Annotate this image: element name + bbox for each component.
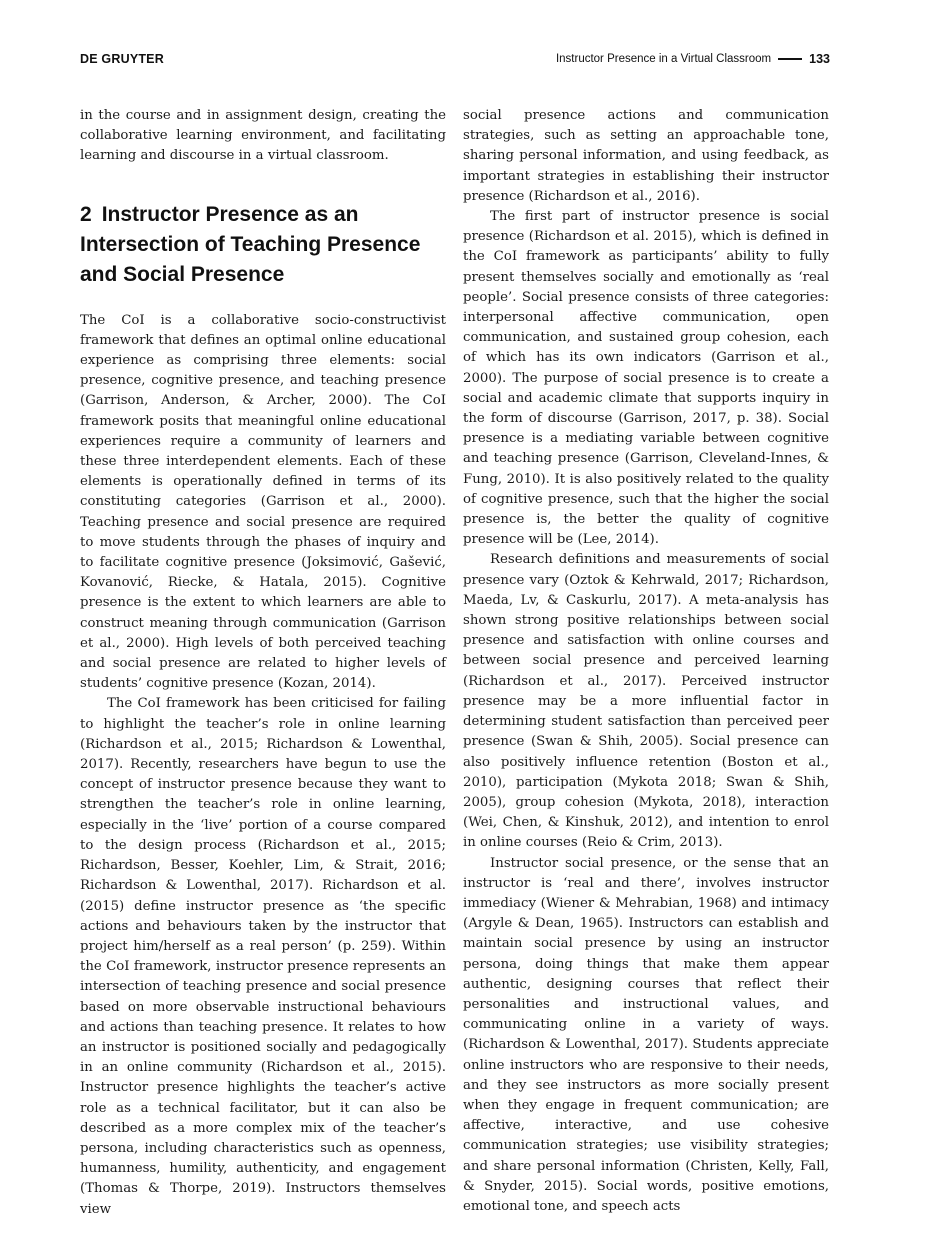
right-column (463, 106, 829, 1217)
body-paragraph: The CoI is a collaborative socio-constructivist framework that defines an optimal online educational experience as comprising three elements: social presence, cognitive presence, and teaching presence (Garrison, Anderson, & Archer, 2000). The CoI framework posits that meaningful online educational experiences require a community of learners and these three interdependent elements. Each of these elements is operationally defined in terms of its constituting categories (Garrison et al., 2000). Teaching presence and social presence are required to move students through the phases of inquiry and to facilitate cognitive presence (Joksimović, Gašević, Kovanović, Riecke, & Hatala, 2015). Cognitive presence is the extent to which learners are able to construct meaning through communication (Garrison et al., 2000). High levels of both perceived teaching and social presence are related to higher levels of students’ cognitive presence (Kozan, 2014). (80, 312, 446, 692)
continuation-paragraph: social presence actions and communication strategies, such as setting an approachable tone, sharing personal information, and using feedback, as important strategies in establishing their instructor presence (Richardson et al., 2016). (463, 108, 829, 204)
section-number: 2 (80, 202, 92, 226)
running-header (80, 50, 830, 70)
body-paragraph: The CoI framework has been criticised for failing to highlight the teacher’s role in online learning (Richardson et al., 2015; Richardson & Lowenthal, 2017). Recently, researchers have begun to use the concept of instructor presence because they want to strengthen the teacher’s role in online learning, especially in the ‘live’ portion of a course compared to the design process (Richardson et al., 2015; Richardson, Besser, Koehler, Lim, & Strait, 2016; Richardson & Lowenthal, 2017). Richardson et al. (2015) define instructor presence as ‘the specific actions and behaviours taken by the instructor that project him/herself as a real person’ (p. 259). Within the CoI framework, instructor presence represents an intersection of teaching presence and social presence based on more observable instructional behaviours and actions than teaching presence. It relates to how an instructor is positioned socially and pedagogically in an online community (Richardson et al., 2015). Instructor presence highlights the teacher’s active role as a technical facilitator, but it can also be described as a more complex mix of the teacher’s persona, including characteristics such as openness, humanness, humility, authenticity, and engagement (Thomas & Thorpe, 2019). Instructors themselves view (80, 696, 446, 1217)
page-number: 133 (809, 52, 830, 66)
running-title: Instructor Presence in a Virtual Classroom (555, 53, 772, 65)
section-heading (80, 200, 446, 290)
header-rule (778, 58, 802, 60)
left-column (80, 106, 446, 1220)
publisher-name: DE GRUYTER (80, 52, 164, 66)
body-paragraph: Instructor social presence, or the sense that an instructor is ‘real and there’, involves instructor immediacy (Wiener & Mehrabian, 1968) and intimacy (Argyle & Dean, 1965). Instructors can establish and maintain social presence by using an instructor persona, doing things that make them appear authentic, designing courses that reflect their personalities and instructional values, and communicating online in a variety of ways. (Richardson & Lowenthal, 2017). Students appreciate online instructors who are responsive to their needs, and they see instructors as more socially present when they engage in frequent communication; are affective, interactive, and use cohesive communication strategies; use visibility strategies; and share personal information (Christen, Kelly, Fall, & Snyder, 2015). Social words, positive emotions, emotional tone, and speech acts (463, 855, 829, 1214)
body-paragraph: Research definitions and measurements of social presence vary (Oztok & Kehrwald, 2017; Richardson, Maeda, Lv, & Caskurlu, 2017). A meta-analysis has shown strong positive relationships between social presence and satisfaction with online courses and between social presence and perceived learning (Richardson et al., 2017). Perceived instructor presence may be a more influential factor in determining student satisfaction than perceived peer presence (Swan & Shih, 2005). Social presence can also positively influence retention (Boston et al., 2010), participation (Mykota 2018; Swan & Shih, 2005), group cohesion (Mykota, 2018), interaction (Wei, Chen, & Kinshuk, 2012), and intention to enrol in online courses (Reio & Crim, 2013). (463, 552, 829, 851)
running-header-right (556, 52, 830, 66)
section-title: Instructor Presence as an Intersection of Teaching Presence and Social Presence (80, 202, 421, 286)
body-paragraph: The first part of instructor presence is social presence (Richardson et al. 2015), which is defined in the CoI framework as participants’ ability to fully present themselves socially and emotionally as ‘real people’. Social presence consists of three categories: interpersonal affective communication, open communication, and sustained group cohesion, each of which has its own indicators (Garrison et al., 2000). The purpose of social presence is to create a social and academic climate that supports inquiry in the form of discourse (Garrison, 2017, p. 38). Social presence is a mediating variable between cognitive and teaching presence (Garrison, Cleveland-Innes, & Fung, 2010). It is also positively related to the quality of cognitive presence, such that the higher the social presence is, the better the quality of cognitive presence will be (Lee, 2014). (463, 209, 829, 548)
continuation-paragraph: in the course and in assignment design, creating the collaborative learning environment, and facilitating learning and discourse in a virtual classroom. (80, 108, 446, 164)
